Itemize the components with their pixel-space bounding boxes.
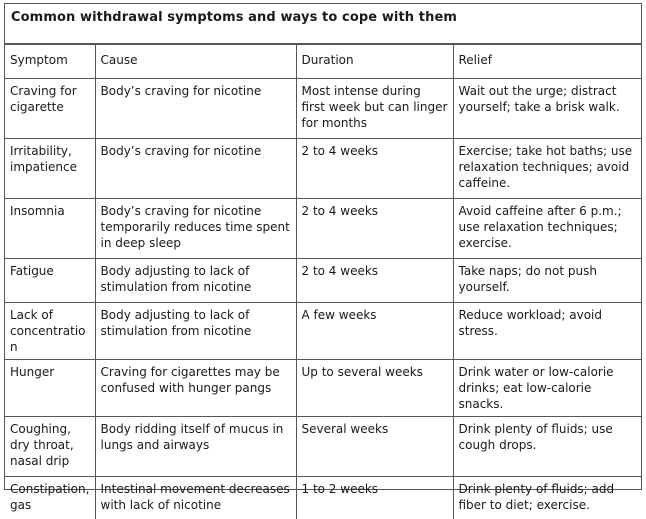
table-title: Common withdrawal symptoms and ways to cope with them (5, 4, 641, 44)
header-relief: Relief (453, 45, 641, 79)
table-row (5, 360, 641, 417)
symptom-cell: Craving for cigarette (5, 79, 95, 139)
cause-cell: Body adjusting to lack of stimulation from nicotine (95, 303, 296, 360)
cause-cell: Intestinal movement decreases with lack of nicotine (95, 477, 296, 519)
symptom-cell: Coughing, dry throat, nasal drip (5, 417, 95, 477)
relief-cell: Wait out the urge; distract yourself; take a brisk walk. (453, 79, 641, 139)
symptom-cell: Irritability, impatience (5, 139, 95, 199)
duration-cell: 2 to 4 weeks (296, 139, 453, 199)
cause-cell: Craving for cigarettes may be confused with hunger pangs (95, 360, 296, 417)
duration-cell: A few weeks (296, 303, 453, 360)
duration-cell: Several weeks (296, 417, 453, 477)
withdrawal-symptoms-table (5, 44, 641, 519)
table-row (5, 79, 641, 139)
table-row (5, 139, 641, 199)
cause-cell: Body’s craving for nicotine (95, 79, 296, 139)
duration-cell: Up to several weeks (296, 360, 453, 417)
cause-cell: Body adjusting to lack of stimulation from nicotine (95, 259, 296, 303)
table-row (5, 303, 641, 360)
table-row (5, 477, 641, 519)
table-row (5, 417, 641, 477)
header-cause: Cause (95, 45, 296, 79)
symptom-cell: Hunger (5, 360, 95, 417)
header-symptom: Symptom (5, 45, 95, 79)
cause-cell: Body ridding itself of mucus in lungs and airways (95, 417, 296, 477)
header-duration: Duration (296, 45, 453, 79)
duration-cell: 2 to 4 weeks (296, 259, 453, 303)
cause-cell: Body’s craving for nicotine temporarily reduces time spent in deep sleep (95, 199, 296, 259)
relief-cell: Take naps; do not push yourself. (453, 259, 641, 303)
symptom-cell: Insomnia (5, 199, 95, 259)
cause-cell: Body’s craving for nicotine (95, 139, 296, 199)
withdrawal-symptoms-table-frame (4, 3, 642, 512)
duration-cell: Most intense during first week but can linger for months (296, 79, 453, 139)
relief-cell: Reduce workload; avoid stress. (453, 303, 641, 360)
relief-cell: Exercise; take hot baths; use relaxation techniques; avoid caffeine. (453, 139, 641, 199)
table-row (5, 199, 641, 259)
table-row (5, 259, 641, 303)
relief-cell: Drink plenty of fluids; add fiber to diet; exercise. (453, 477, 641, 519)
relief-cell: Drink plenty of fluids; use cough drops. (453, 417, 641, 477)
symptom-cell: Constipation, gas (5, 477, 95, 519)
relief-cell: Avoid caffeine after 6 p.m.; use relaxation techniques; exercise. (453, 199, 641, 259)
header-row (5, 45, 641, 79)
symptom-cell: Lack of concentration (5, 303, 95, 360)
duration-cell: 2 to 4 weeks (296, 199, 453, 259)
relief-cell: Drink water or low-calorie drinks; eat low-calorie snacks. (453, 360, 641, 417)
duration-cell: 1 to 2 weeks (296, 477, 453, 519)
symptom-cell: Fatigue (5, 259, 95, 303)
